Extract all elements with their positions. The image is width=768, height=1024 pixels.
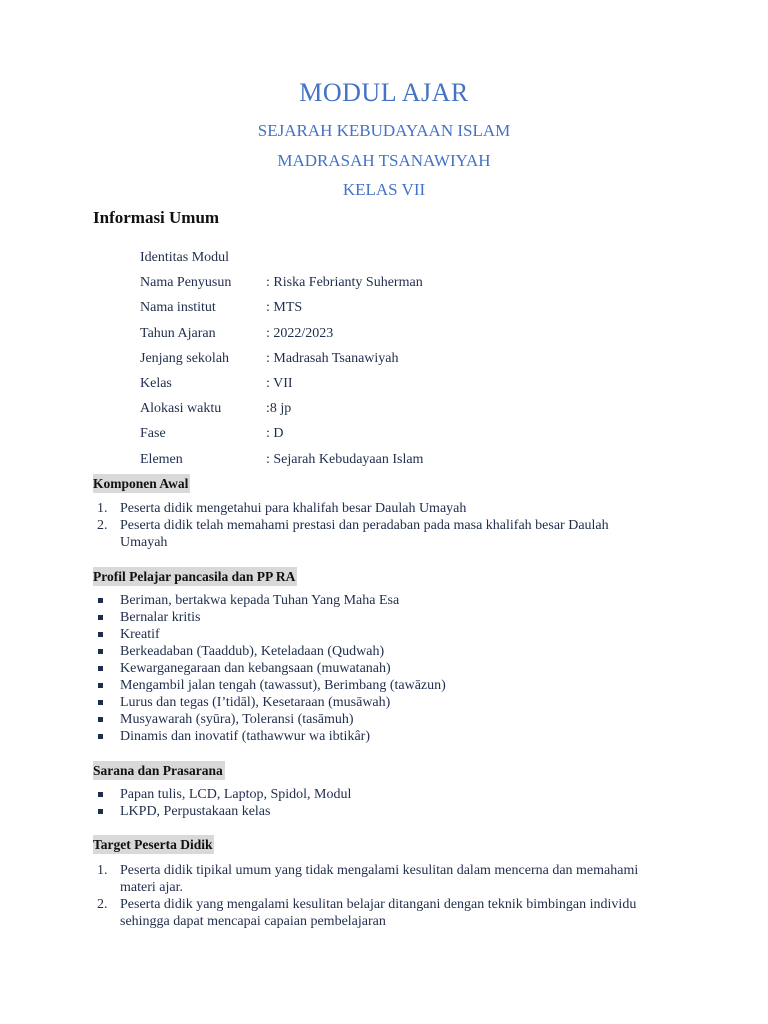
info-row <box>140 371 423 396</box>
info-row <box>140 396 423 421</box>
info-label: Elemen <box>140 451 183 467</box>
list-item-text: Peserta didik tipikal umum yang tidak mengalami kesulitan dalam mencerna dan memahami materi ajar. <box>120 863 639 895</box>
section-heading-informasi-umum: Informasi Umum <box>93 208 220 227</box>
list-item-text: Peserta didik yang mengalami kesulitan belajar ditangani dengan teknik bimbingan individu sehingga dapat mencapai capaian pembelajaran <box>120 897 637 929</box>
list-item-text: Dinamis dan inovatif (tathawwur wa ibtikâr) <box>120 729 370 744</box>
list-item <box>93 694 653 711</box>
list-item <box>93 896 653 930</box>
list-item-text: Peserta didik mengetahui para khalifah besar Daulah Umayah <box>120 501 467 516</box>
list-item-text: Beriman, bertakwa kepada Tuhan Yang Maha Esa <box>120 593 400 608</box>
info-label: Tahun Ajaran <box>140 325 216 341</box>
info-row <box>140 295 423 320</box>
list-item <box>93 660 653 677</box>
list-item <box>93 862 653 896</box>
bullet-icon <box>98 792 103 797</box>
list-item-text: Bernalar kritis <box>120 610 201 625</box>
section-heading-target: Target Peserta Didik <box>93 837 213 852</box>
list-item-text: Kewarganegaraan dan kebangsaan (muwatanah) <box>120 661 391 676</box>
section-heading-profil-pelajar: Profil Pelajar pancasila dan PP RA <box>93 569 296 584</box>
bullet-icon <box>98 615 103 620</box>
bullet-icon <box>98 632 103 637</box>
list-item-text: Peserta didik telah memahami prestasi dan peradaban pada masa khalifah besar Daulah Umayah <box>120 518 609 550</box>
info-value: : Sejarah Kebudayaan Islam <box>266 451 424 467</box>
bullet-icon <box>98 734 103 739</box>
list-item <box>93 592 653 609</box>
info-label: Jenjang sekolah <box>140 350 230 366</box>
info-row <box>140 346 423 371</box>
info-row <box>140 270 423 295</box>
info-label: Nama Penyusun <box>140 275 232 291</box>
list-item <box>93 728 653 745</box>
document-title: MODUL AJAR <box>299 78 469 107</box>
list-item-text: LKPD, Perpustakaan kelas <box>120 804 271 819</box>
info-label: Alokasi waktu <box>140 401 222 417</box>
list-item-text: Mengambil jalan tengah (tawassut), Berimbang (tawāzun) <box>120 678 446 693</box>
list-item-text: Lurus dan tegas (I’tidāl), Kesetaraan (musāwah) <box>120 695 391 710</box>
bullet-icon <box>98 683 103 688</box>
info-value: : Madrasah Tsanawiyah <box>266 350 399 366</box>
info-row <box>140 421 423 446</box>
list-item <box>93 626 653 643</box>
info-value: : MTS <box>266 300 303 316</box>
school-subtitle: MADRASAH TSANAWIYAH <box>277 151 491 170</box>
info-label: Nama institut <box>140 300 216 316</box>
info-value: : 2022/2023 <box>266 325 334 341</box>
bullet-icon <box>98 649 103 654</box>
profil-pelajar-list <box>93 592 653 745</box>
info-table <box>140 245 423 472</box>
section-heading-sarana: Sarana dan Prasarana <box>93 763 223 778</box>
list-item <box>93 803 653 820</box>
target-list <box>93 862 653 930</box>
bullet-icon <box>98 717 103 722</box>
list-item-text: Berkeadaban (Taaddub), Keteladaan (Qudwah) <box>120 644 385 659</box>
sarana-list <box>93 786 653 820</box>
list-item <box>93 643 653 660</box>
list-item <box>93 677 653 694</box>
class-subtitle: KELAS VII <box>342 180 426 199</box>
list-item <box>93 711 653 728</box>
list-number: 1. <box>97 501 108 516</box>
list-item-text: Musyawarah (syūra), Toleransi (tasāmuh) <box>120 712 354 727</box>
list-item-text: Papan tulis, LCD, Laptop, Spidol, Modul <box>120 787 352 802</box>
info-label: Kelas <box>140 375 172 391</box>
bullet-icon <box>98 666 103 671</box>
list-item <box>93 517 653 551</box>
subject-subtitle: SEJARAH KEBUDAYAAN ISLAM <box>257 121 511 140</box>
info-value: : VII <box>266 375 293 391</box>
info-row <box>140 447 423 472</box>
list-item <box>93 786 653 803</box>
komponen-awal-list <box>93 500 653 551</box>
info-row <box>140 321 423 346</box>
info-value: :8 jp <box>266 401 292 417</box>
list-number: 1. <box>97 863 108 878</box>
info-label: Identitas Modul <box>140 250 230 265</box>
list-item-text: Kreatif <box>120 627 160 642</box>
section-heading-komponen-awal: Komponen Awal <box>93 476 189 491</box>
bullet-icon <box>98 809 103 814</box>
list-item <box>93 609 653 626</box>
info-value: : Riska Febrianty Suherman <box>266 275 423 291</box>
bullet-icon <box>98 700 103 705</box>
info-label: Fase <box>140 426 166 442</box>
info-row <box>140 245 423 270</box>
list-number: 2. <box>97 897 108 912</box>
info-value: : D <box>266 426 284 442</box>
list-item <box>93 500 653 517</box>
list-number: 2. <box>97 518 108 533</box>
bullet-icon <box>98 598 103 603</box>
